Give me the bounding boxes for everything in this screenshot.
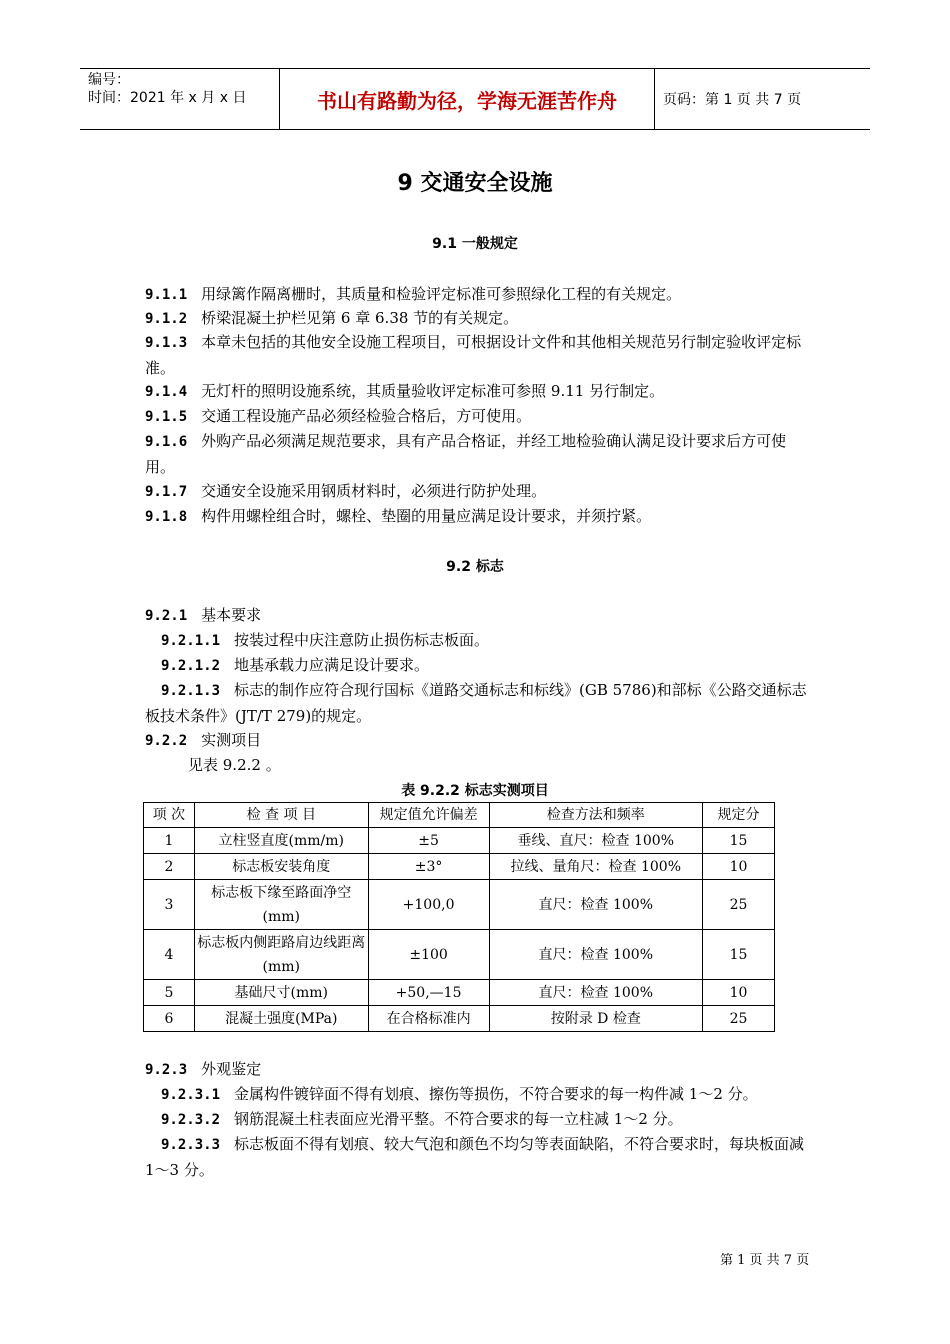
table-cell: 3 <box>144 880 195 930</box>
table-cell: ±100 <box>368 930 489 980</box>
clause-9-2-3: 9.2.3 外观鉴定 <box>145 1060 262 1078</box>
table-cell: 直尺：检查 100% <box>489 880 703 930</box>
table-cell: 混凝土强度(MPa) <box>194 1006 368 1032</box>
table-cell: 直尺：检查 100% <box>489 930 703 980</box>
page-header <box>80 68 870 130</box>
clause-9-2-3-2: 9.2.3.2 钢筋混凝土柱表面应光滑平整。不符合要求的每一立柱减 1～2 分。 <box>161 1110 683 1128</box>
clause-9-1-7: 9.1.7 交通安全设施采用钢质材料时，必须进行防护处理。 <box>145 482 547 500</box>
table-row <box>144 930 775 980</box>
table-row <box>144 980 775 1006</box>
table-row <box>144 828 775 854</box>
header-motto: 书山有路勤为径，学海无涯苦作舟 <box>280 69 655 129</box>
table-cell: 标志板内侧距路肩边线距离(mm) <box>194 930 368 980</box>
table-cell: 基础尺寸(mm) <box>194 980 368 1006</box>
table-cell: 2 <box>144 854 195 880</box>
clause-9-1-2: 9.1.2 桥梁混凝土护栏见第 6 章 6.38 节的有关规定。 <box>145 309 519 327</box>
table-cell: 10 <box>703 980 775 1006</box>
clause-9-1-6: 9.1.6 外购产品必须满足规范要求，具有产品合格证，并经工地检验确认满足设计要求后方可使用。 <box>145 432 787 476</box>
table-cell: 标志板安装角度 <box>194 854 368 880</box>
table-cell: 垂线、直尺：检查 100% <box>489 828 703 854</box>
see-table-note: 见表 9.2.2 。 <box>188 756 281 774</box>
clause-9-1-1: 9.1.1 用绿篱作隔离栅时，其质量和检验评定标准可参照绿化工程的有关规定。 <box>145 285 682 303</box>
table-cell: 25 <box>703 1006 775 1032</box>
time-label: 时间：2021 年 x 月 x 日 <box>88 90 247 106</box>
table-cell: 6 <box>144 1006 195 1032</box>
table-cell: 拉线、量角尺：检查 100% <box>489 854 703 880</box>
clause-9-1-3: 9.1.3 本章未包括的其他安全设施工程项目，可根据设计文件和其他相关规范另行制定验收评定标准。 <box>145 333 802 377</box>
clause-9-2-1-2: 9.2.1.2 地基承载力应满足设计要求。 <box>161 656 430 674</box>
table-cell: 10 <box>703 854 775 880</box>
chapter-title: 9 交通安全设施 <box>397 171 553 196</box>
clause-9-2-2: 9.2.2 实测项目 <box>145 731 262 749</box>
section-title-9-1: 9.1 一般规定 <box>432 236 518 252</box>
table-header-cell: 项 次 <box>144 803 195 828</box>
table-cell: 立柱竖直度(mm/m) <box>194 828 368 854</box>
page-footer: 第 1 页 共 7 页 <box>720 1253 810 1268</box>
table-header-cell: 规定分 <box>703 803 775 828</box>
table-cell: +100,0 <box>368 880 489 930</box>
table-cell: 25 <box>703 880 775 930</box>
table-cell: 4 <box>144 930 195 980</box>
clause-9-2-1-3: 9.2.1.3 标志的制作应符合现行国标《道路交通标志和标线》(GB 5786)和部标《公路交通标志板技术条件》(JT/T 279)的规定。 <box>145 681 807 725</box>
table-cell: 5 <box>144 980 195 1006</box>
table-cell: 按附录 D 检查 <box>489 1006 703 1032</box>
table-cell: ±3° <box>368 854 489 880</box>
table-cell: 在合格标准内 <box>368 1006 489 1032</box>
clause-9-2-3-3: 9.2.3.3 标志板面不得有划痕、较大气泡和颜色不均匀等表面缺陷，不符合要求时，每块板面减 1～3 分。 <box>145 1135 805 1179</box>
section-title-9-2: 9.2 标志 <box>446 559 504 575</box>
table-cell: 直尺：检查 100% <box>489 980 703 1006</box>
table-cell: ±5 <box>368 828 489 854</box>
table-header-cell: 规定值允许偏差 <box>368 803 489 828</box>
table-cell: +50,—15 <box>368 980 489 1006</box>
table-row <box>144 880 775 930</box>
table-title: 表 9.2.2 标志实测项目 <box>401 783 549 799</box>
clause-9-2-1: 9.2.1 基本要求 <box>145 606 262 624</box>
table-cell: 标志板下缘至路面净空(mm) <box>194 880 368 930</box>
clause-9-1-4: 9.1.4 无灯杆的照明设施系统，其质量验收评定标准可参照 9.11 另行制定。 <box>145 382 665 400</box>
inspection-table <box>143 802 775 1032</box>
table-row <box>144 1006 775 1032</box>
table-header-cell: 检查方法和频率 <box>489 803 703 828</box>
table-cell: 15 <box>703 930 775 980</box>
table-row <box>144 854 775 880</box>
clause-9-2-1-1: 9.2.1.1 按装过程中庆注意防止损伤标志板面。 <box>161 631 490 649</box>
clause-9-1-5: 9.1.5 交通工程设施产品必须经检验合格后，方可使用。 <box>145 407 532 425</box>
clause-9-2-3-1: 9.2.3.1 金属构件镀锌面不得有划痕、擦伤等损伤，不符合要求的每一构件减 1～2 分。 <box>161 1085 758 1103</box>
header-meta <box>80 69 280 129</box>
table-cell: 1 <box>144 828 195 854</box>
table-cell: 15 <box>703 828 775 854</box>
header-page-info: 页码：第 1 页 共 7 页 <box>663 92 802 108</box>
table-header-row <box>144 803 775 828</box>
table-header-cell: 检 查 项 目 <box>194 803 368 828</box>
clause-9-1-8: 9.1.8 构件用螺栓组合时，螺栓、垫圈的用量应满足设计要求，并须拧紧。 <box>145 507 652 525</box>
number-label: 编号： <box>88 72 130 88</box>
